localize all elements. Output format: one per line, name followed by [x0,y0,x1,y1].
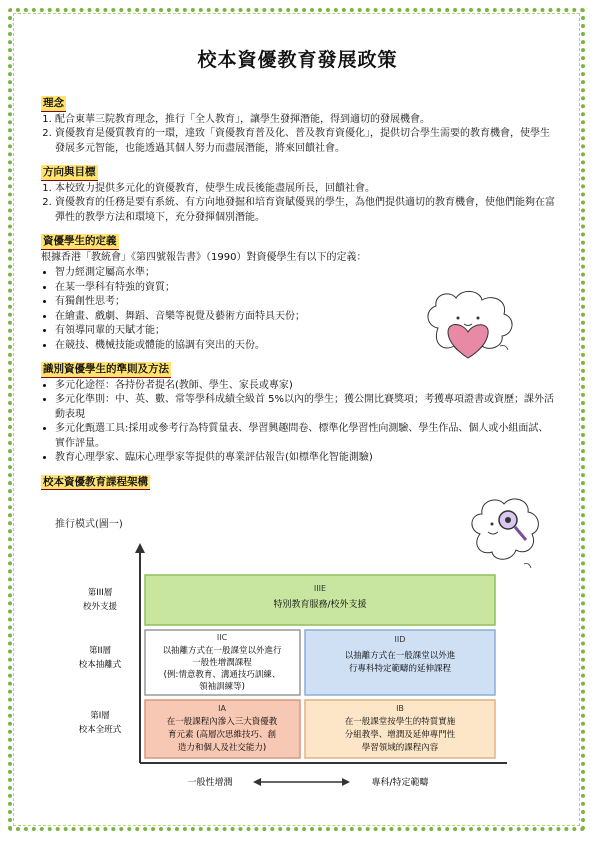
level-3-name: 校外支援 [82,602,118,612]
box-IB [305,700,495,758]
arrow-right-icon [342,778,350,786]
level-1-number: 第I層 [90,711,110,721]
level-label-3 [83,587,118,612]
list-item: 1. 配合東華三院教育理念，推行「全人教育」，讓學生發揮潛能，得到適切的發展機會。 [55,113,556,128]
list-item: • 多元化準則：中、英、數、常等學科成績全級首 5%以內的學生；獲公開比賽獎項；考獲專項證書或資歷；課外活動表現 [55,393,556,422]
list-item: • 有領導同輩的天賦才能； [55,324,410,339]
page-title: 校本資優教育發展政策 [197,49,398,71]
box-line: 以抽離方式在一般課堂以外進 [344,651,456,661]
box-line: 育元素 (高層次思維技巧、創 [167,730,277,740]
list-item: • 多元化甄選工具:採用或參考行為特質量表、學習興趣問卷、標準化學習性向測驗、學生作品、個人或小組面試、實作評量。 [55,422,556,451]
box-line: 在一般課程內滲入三大資優教 [166,717,278,727]
arrow-left-icon [253,778,261,786]
list-item: • 在競技、機械技能或體能的協調有突出的天份。 [55,339,410,354]
level-label-2 [79,645,122,670]
section-identify [41,353,556,466]
box-line: 分組教學、增潤及延伸專門性 [344,730,456,740]
section-concept [41,87,556,156]
level-label-1 [79,710,122,735]
section-framework [41,466,556,491]
box-code: IID [394,635,406,644]
list-item: 2. 資優教育是優質教育的一環，達致「資優教育普及化、普及教育資優化」，提供切合學生需要的教育機會，使學生發展多元智能，也能透過其個人努力而盡展潛能，將來回饋社會。 [55,127,556,156]
framework-chart-svg [55,515,515,805]
x-label-right: 專科/特定範疇 [371,778,429,788]
section-heading: 識別資優學生的準則及方法 [41,362,171,378]
box-line: 造力和個人及社交能力) [177,743,267,753]
level-1-name: 校本全班式 [78,725,122,735]
list-item: • 多元化途徑：各持份者提名(教師、學生、家長或專家) [55,379,556,394]
section-heading: 校本資優教育課程架構 [41,475,150,491]
box-code: IA [218,704,226,713]
chart-caption: 推行模式(圖一) [55,519,123,530]
framework-chart [55,515,515,805]
list-item: • 在繪畫、戲劇、舞蹈、音樂等視覺及藝術方面特具天份； [55,310,410,325]
box-line: 特別教育服務/校外支援 [273,600,367,610]
x-label-left: 一般性增潤 [187,778,233,788]
box-IIIE [145,575,495,625]
definition-intro: 根據香港「教統會」《第四號報告書》（1990）對資優學生有以下的定義： [41,251,367,263]
box-line: 學習領域的課程內容 [361,743,439,753]
list-item: 2. 資優教育的任務是要有系統、有方向地發掘和培育資賦優異的學生，為他們提供適切的教育機會，使他們能夠在富彈性的教學方法和環境下，充分發揮個別潛能。 [55,196,556,225]
level-2-number: 第II層 [88,646,112,656]
box-line: 以抽離方式在一般課堂以外進行 [162,646,282,656]
y-axis-arrow-icon [135,543,145,553]
section-goals [41,156,556,225]
box-line: 一般性增潤課程 [192,658,252,668]
box-IID [305,630,495,695]
list-item: • 教育心理學家、臨床心理學家等提供的專業評估報告(如標準化智能測驗) [55,451,556,466]
box-line: 行專科特定範疇的延伸課程 [348,664,452,674]
box-code: IIIE [313,584,327,593]
heart-cloud-mascot-icon [418,288,528,368]
section-heading: 資優學生的定義 [41,234,119,250]
box-code: IIC [216,633,228,642]
list-item: 1. 本校致力提供多元化的資優教育，使學生成長後能盡展所長，回饋社會。 [55,182,556,197]
section-heading: 方向與目標 [41,165,98,181]
box-line: 在一般課堂按學生的特質實施 [344,717,456,727]
list-item: • 在某一學科有特強的資質； [55,281,410,296]
list-item: • 有獨創性思考； [55,295,410,310]
box-line: (例:情意教育、溝通技巧訓練、 [163,670,281,680]
box-line: 領袖訓練等) [199,682,245,692]
box-IIC [145,630,300,695]
box-code: IB [396,704,404,713]
section-heading: 理念 [41,96,66,112]
level-3-number: 第III層 [87,588,113,598]
list-item: • 智力經測定屬高水準； [55,266,410,281]
box-IA [145,700,300,758]
level-2-name: 校本抽離式 [78,660,122,670]
